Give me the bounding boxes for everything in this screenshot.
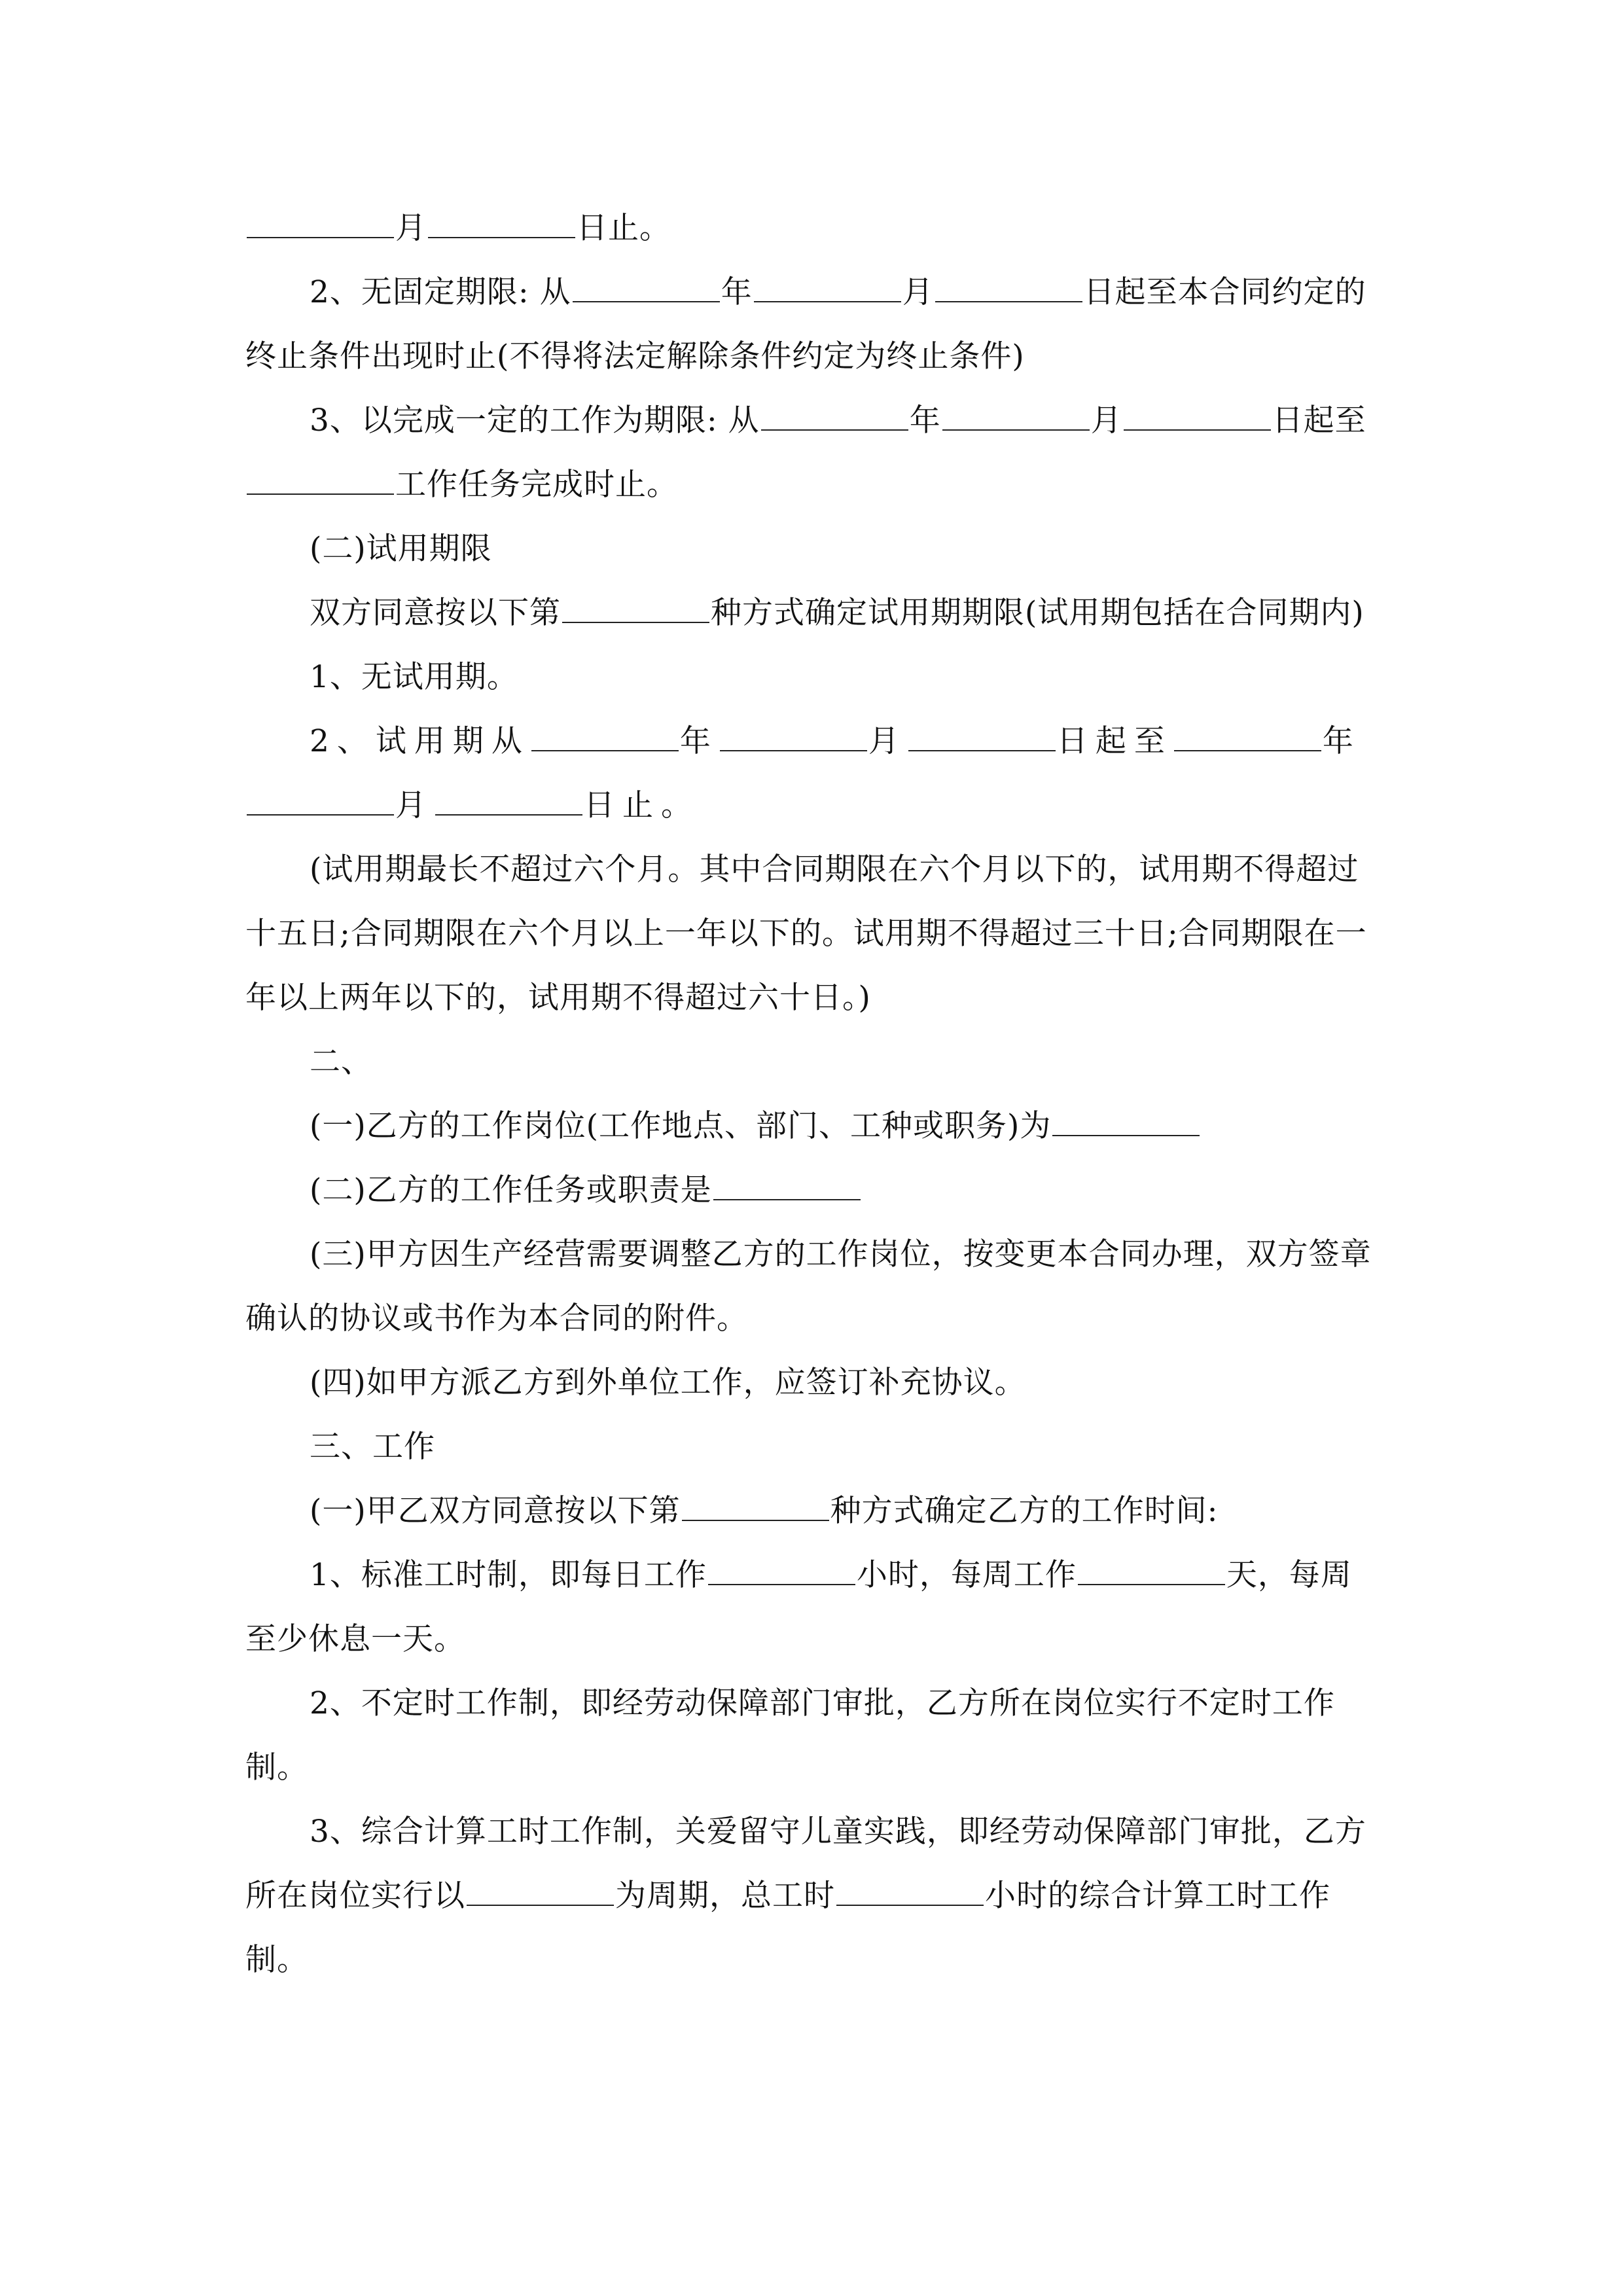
text: 日起至: [1056, 723, 1173, 759]
text: 天，每周至少休息一天。: [245, 1557, 1352, 1657]
month-blank[interactable]: [754, 275, 901, 302]
year-blank[interactable]: [573, 275, 720, 302]
text: (一)乙方的工作岗位(工作地点、部门、工种或职务)为: [310, 1108, 1052, 1144]
job-position-paragraph: [245, 1094, 1378, 1158]
text: 种方式确定试用期期限(试用期包括在合同期内): [711, 595, 1364, 631]
text: 月: [902, 274, 934, 310]
text: 2、试用期从: [310, 723, 530, 759]
text: 2、无固定期限: 从: [310, 274, 571, 310]
trial-method-paragraph: [245, 581, 1378, 645]
text: 年: [1322, 723, 1361, 759]
text: 为周期，总工时: [615, 1878, 835, 1914]
indefinite-term-paragraph: [245, 260, 1378, 389]
text: 月: [868, 723, 907, 759]
work-time-method-paragraph: [245, 1479, 1378, 1543]
text: 工作任务完成时止。: [395, 467, 678, 503]
year-blank[interactable]: [531, 724, 679, 751]
external-work-paragraph: (四)如甲方派乙方到外单位工作，应签订补充协议。: [310, 1365, 1026, 1401]
month-blank[interactable]: [247, 788, 394, 816]
text: 3、综合计算工时工作制，关爱留守儿童实践，即经劳动保障部门审批，乙方所在岗位实行以: [245, 1814, 1366, 1914]
text: 日止。: [584, 787, 700, 823]
month-blank[interactable]: [942, 403, 1090, 431]
total-hours-blank[interactable]: [836, 1878, 984, 1906]
standard-hours-paragraph: [245, 1543, 1378, 1672]
text: 双方同意按以下第: [310, 595, 561, 631]
method-number-blank[interactable]: [562, 596, 709, 623]
text: 日止。: [577, 210, 671, 246]
text: 日起至本合同约定的终止条件出现时止(不得将法定解除条件约定为终止条件): [245, 274, 1366, 374]
text: 小时的综合计算工时工作制。: [245, 1878, 1330, 1978]
comprehensive-hours-paragraph: [245, 1800, 1378, 1992]
text: 3、以完成一定的工作为期限: 从: [310, 403, 760, 439]
position-blank[interactable]: [1052, 1109, 1200, 1136]
year-blank[interactable]: [761, 403, 908, 431]
period-blank[interactable]: [467, 1878, 614, 1906]
text: 年: [721, 274, 753, 310]
day-blank[interactable]: [1124, 403, 1271, 431]
text: 月: [395, 210, 427, 246]
document-page: [245, 196, 1378, 1992]
text: 日起至: [1272, 403, 1366, 439]
month-blank[interactable]: [720, 724, 867, 751]
year-blank[interactable]: [1174, 724, 1321, 751]
day-blank[interactable]: [908, 724, 1056, 751]
text: 1、标准工时制，即每日工作: [310, 1557, 707, 1593]
text: 月: [1090, 403, 1122, 439]
duty-blank[interactable]: [713, 1173, 861, 1200]
days-blank[interactable]: [1078, 1558, 1225, 1585]
text: (二)乙方的工作任务或职责是: [310, 1172, 712, 1208]
section-two-heading: 二、: [310, 1044, 372, 1080]
text: 月: [395, 787, 434, 823]
day-blank[interactable]: [435, 788, 582, 816]
text: 种方式确定乙方的工作时间:: [830, 1493, 1219, 1529]
text: 年: [909, 403, 941, 439]
task-blank[interactable]: [247, 467, 394, 495]
flexible-hours-paragraph: 2、不定时工作制，即经劳动保障部门审批，乙方所在岗位实行不定时工作制。: [245, 1685, 1335, 1785]
section-three-heading: 三、工作: [310, 1429, 435, 1465]
day-blank[interactable]: [428, 211, 575, 238]
hours-blank[interactable]: [708, 1558, 855, 1585]
term-end-line: [245, 196, 1378, 260]
day-blank[interactable]: [935, 275, 1082, 302]
trial-heading: (二)试用期限: [310, 531, 492, 567]
trial-note-paragraph: (试用期最长不超过六个月。其中合同期限在六个月以下的，试用期不得超过十五日;合同期限在六个月以上一年以下的。试用期不得超过三十日;合同期限在一年以上两年以下的，试用期不得超过六十日。): [245, 852, 1367, 1016]
text: 年: [679, 723, 719, 759]
task-term-paragraph: [245, 389, 1378, 517]
job-duty-paragraph: [245, 1158, 1378, 1223]
text: (一)甲乙双方同意按以下第: [310, 1493, 681, 1529]
text: 小时，每周工作: [856, 1557, 1077, 1593]
no-trial-item: 1、无试用期。: [310, 659, 518, 695]
month-blank[interactable]: [247, 211, 394, 238]
job-adjust-paragraph: (三)甲方因生产经营需要调整乙方的工作岗位，按变更本合同办理，双方签章确认的协议或书作为本合同的附件。: [245, 1236, 1372, 1336]
method-number-blank[interactable]: [682, 1494, 829, 1521]
trial-period-paragraph: [245, 709, 1378, 838]
